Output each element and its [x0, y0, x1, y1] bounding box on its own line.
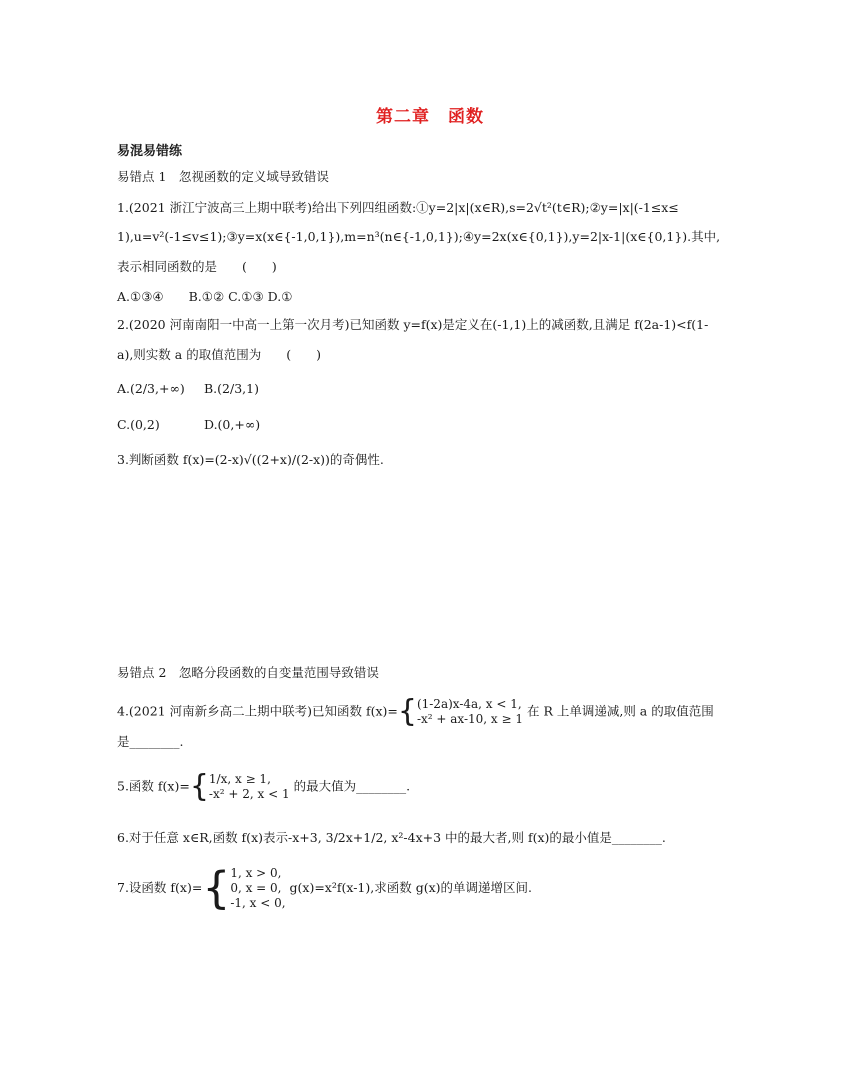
- q5-prefix: 5.函数 f(x)=: [117, 778, 190, 794]
- q7-cases: [230, 866, 285, 911]
- q7-case-2: 0, x = 0,: [230, 881, 282, 895]
- chapter-title: 第二章 函数: [376, 107, 484, 127]
- q4-suffix: 在 R 上单调递减,则 a 的取值范围: [527, 703, 714, 719]
- error-point-1-heading: 易错点 1 忽视函数的定义域导致错误: [117, 169, 329, 184]
- q2-option-a: A.(2/3,+∞): [117, 381, 185, 396]
- q4-brace: {: [397, 694, 417, 729]
- q5-cases: [209, 772, 290, 802]
- q4-case-2: -x² + ax-10, x ≥ 1: [416, 712, 524, 726]
- section-heading: 易混易错练: [117, 144, 183, 159]
- q7-suffix: g(x)=x²f(x-1),求函数 g(x)的单调递增区间.: [289, 880, 532, 895]
- q3-line: 3.判断函数 f(x)=(2-x)√((2+x)/(2-x))的奇偶性.: [117, 452, 384, 467]
- q5-case-2: -x² + 2, x < 1: [208, 787, 290, 801]
- q2-option-b: B.(2/3,1): [204, 381, 259, 396]
- q4-cases: [417, 697, 523, 727]
- q1-line-1: 1.(2021 浙江宁波高三上期中联考)给出下列四组函数:①y=2|x|(x∈R),s=2√t²(t∈R);②y=|x|(-1≤x≤: [117, 200, 679, 215]
- q5-line: [117, 769, 411, 804]
- q4-line-2: 是________.: [117, 734, 184, 749]
- q4-case-1: (1-2a)x-4a, x < 1,: [416, 697, 522, 711]
- q5-suffix: 的最大值为________.: [293, 778, 411, 794]
- q7-line: [117, 862, 532, 914]
- q5-case-1: 1/x, x ≥ 1,: [208, 772, 271, 786]
- q6-line: 6.对于任意 x∈R,函数 f(x)表示-x+3, 3/2x+1/2, x²-4x+3 中的最大者,则 f(x)的最小值是________.: [117, 830, 666, 845]
- q5-brace: {: [189, 769, 209, 804]
- q7-case-1: 1, x > 0,: [230, 866, 282, 880]
- q2-option-c: C.(0,2): [117, 417, 160, 432]
- q4-prefix: 4.(2021 河南新乡高二上期中联考)已知函数 f(x)=: [117, 703, 398, 719]
- q1-line-2: 1),u=v²(-1≤v≤1);③y=x(x∈{-1,0,1}),m=n³(n∈{-1,0,1});④y=2x(x∈{0,1}),y=2|x-1|(x∈{0,1}).其中,: [117, 229, 721, 244]
- q7-prefix: 7.设函数 f(x)=: [117, 880, 203, 895]
- q4-line-1: [117, 694, 714, 729]
- q1-options: A.①③④ B.①② C.①③ D.①: [117, 289, 293, 304]
- q1-line-3: 表示相同函数的是 ( ): [117, 259, 277, 274]
- q2-line-2: a),则实数 a 的取值范围为 ( ): [117, 347, 321, 362]
- q2-line-1: 2.(2020 河南南阳一中高一上第一次月考)已知函数 y=f(x)是定义在(-1,1)上的减函数,且满足 f(2a-1)<f(1-: [117, 317, 709, 332]
- error-point-2-heading: 易错点 2 忽略分段函数的自变量范围导致错误: [117, 665, 379, 680]
- q7-case-3: -1, x < 0,: [230, 896, 286, 910]
- q7-brace: {: [202, 862, 231, 914]
- q2-option-d: D.(0,+∞): [204, 417, 261, 432]
